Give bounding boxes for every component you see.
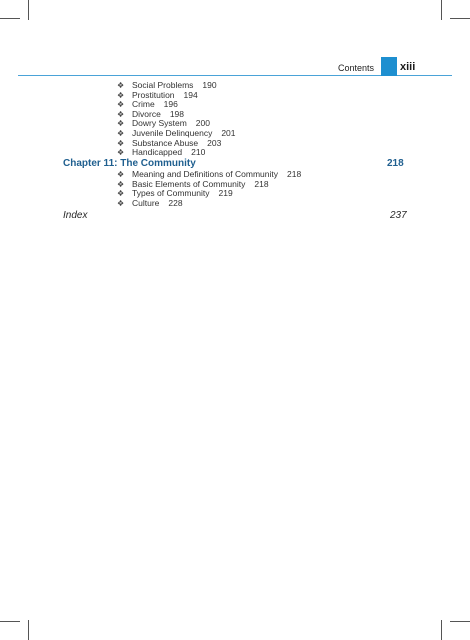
toc-entry <box>117 198 183 208</box>
toc-entry <box>117 188 233 198</box>
toc-entry-title: Crime <box>132 99 155 110</box>
crop-mark <box>28 620 29 640</box>
four-diamond-bullet-icon: ❖ <box>117 138 125 148</box>
toc-entry <box>117 147 205 157</box>
crop-mark <box>450 18 470 19</box>
crop-mark <box>450 621 470 622</box>
toc-entry <box>117 90 198 100</box>
toc-entry-title: Types of Community <box>132 188 210 199</box>
toc-entry <box>117 109 184 119</box>
toc-entry-page: 219 <box>218 188 233 199</box>
toc-entry <box>117 138 221 148</box>
four-diamond-bullet-icon: ❖ <box>117 179 125 189</box>
toc-entry-page: 218 <box>254 178 269 189</box>
toc-entry-title: Divorce <box>132 108 161 119</box>
toc-entry-title: Meaning and Definitions of Community <box>132 169 278 179</box>
toc-entry <box>117 128 236 138</box>
four-diamond-bullet-icon: ❖ <box>117 90 125 100</box>
toc-entry-page: 198 <box>169 108 184 119</box>
toc-entry <box>117 80 217 90</box>
crop-mark <box>0 621 20 622</box>
toc-entry-page: 194 <box>183 89 198 100</box>
toc-entry-page: 210 <box>191 147 206 158</box>
toc-entry-title: Culture <box>132 197 160 208</box>
toc-entry-page: 196 <box>163 99 178 110</box>
toc-entry-title: Substance Abuse <box>132 137 199 148</box>
toc-entry-page: 228 <box>168 197 183 208</box>
four-diamond-bullet-icon: ❖ <box>117 109 125 119</box>
toc-entry-page: 203 <box>207 137 222 148</box>
four-diamond-bullet-icon: ❖ <box>117 129 125 138</box>
four-diamond-bullet-icon: ❖ <box>117 189 125 199</box>
toc-entry <box>117 179 269 189</box>
running-header-section: Contents <box>338 63 375 73</box>
crop-mark <box>441 0 442 20</box>
crop-mark <box>28 0 29 20</box>
four-diamond-bullet-icon: ❖ <box>117 119 125 129</box>
index-entry-page: 237 <box>390 210 407 221</box>
four-diamond-bullet-icon: ❖ <box>117 198 125 208</box>
toc-entry <box>117 118 210 128</box>
toc-entry-title: Basic Elements of Community <box>132 178 246 189</box>
header-accent-block <box>381 57 397 76</box>
toc-entry <box>117 99 178 109</box>
toc-entry-page: 200 <box>195 118 210 129</box>
four-diamond-bullet-icon: ❖ <box>117 148 125 158</box>
toc-entry-page: 190 <box>202 80 217 90</box>
four-diamond-bullet-icon: ❖ <box>117 170 125 179</box>
four-diamond-bullet-icon: ❖ <box>117 81 125 90</box>
crop-mark <box>441 620 442 640</box>
toc-entry-title: Social Problems <box>132 80 194 90</box>
four-diamond-bullet-icon: ❖ <box>117 100 125 110</box>
toc-entry-title: Handicapped <box>132 147 183 158</box>
toc-entry-title: Dowry System <box>132 118 187 129</box>
toc-entry-title: Juvenile Delinquency <box>132 128 213 138</box>
page-number: xiii <box>400 61 416 73</box>
toc-entry <box>117 169 301 179</box>
chapter-page-number: 218 <box>387 158 404 169</box>
crop-mark <box>0 18 20 19</box>
chapter-heading: Chapter 11: The Community <box>63 158 196 169</box>
toc-entry-page: 218 <box>287 169 302 179</box>
index-entry-label: Index <box>63 210 88 221</box>
toc-entry-title: Prostitution <box>132 89 175 100</box>
toc-entry-page: 201 <box>221 128 236 138</box>
